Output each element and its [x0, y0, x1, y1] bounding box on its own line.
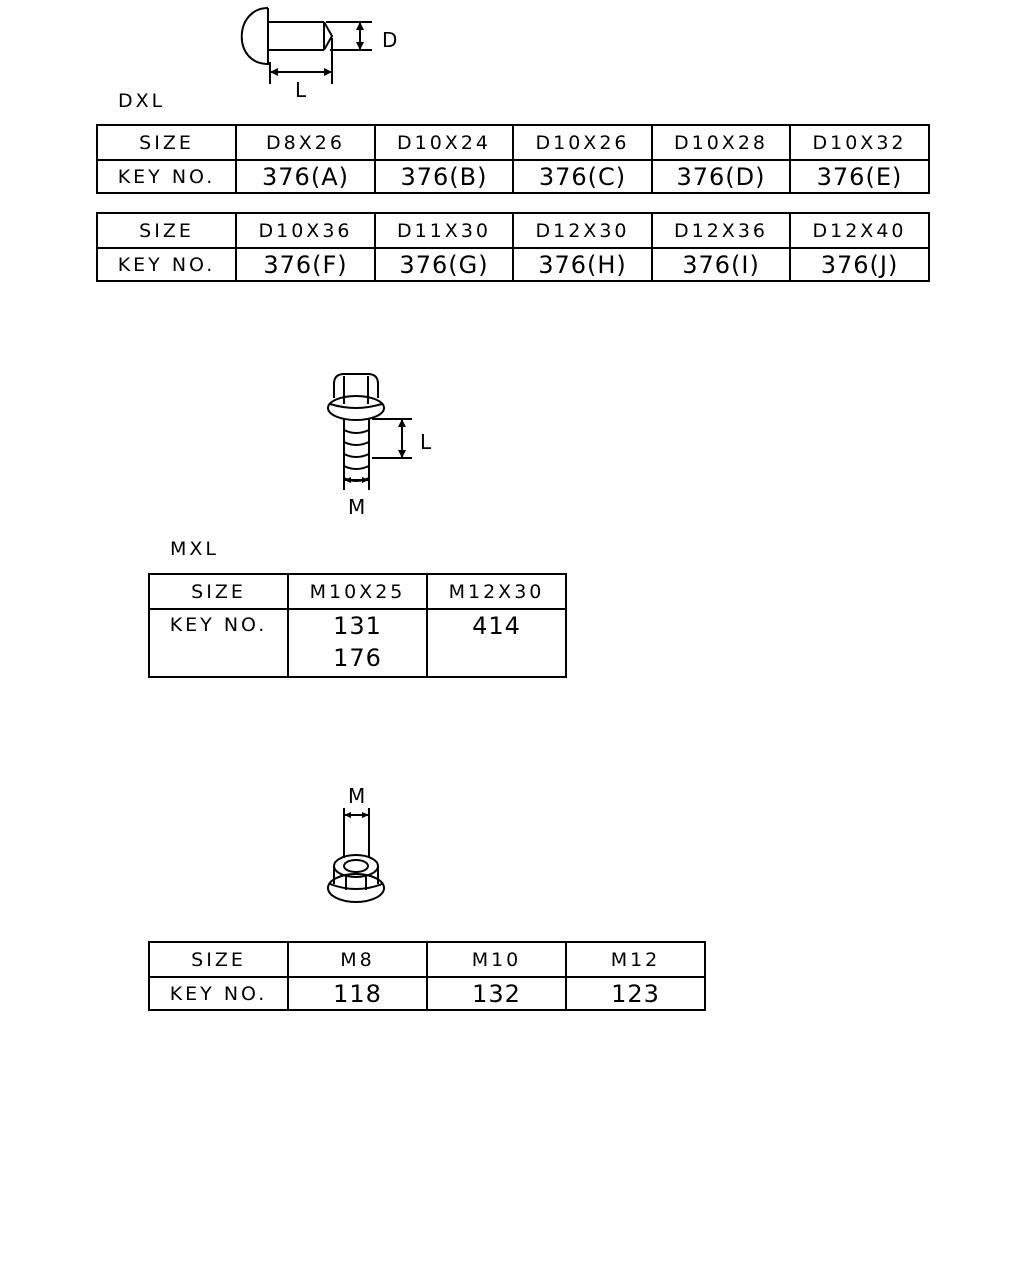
bolt-size-label: MXL — [170, 538, 219, 560]
size-header: SIZE — [149, 574, 288, 609]
size-cell: D10X36 — [236, 213, 375, 248]
key-no-cell: 376(E) — [790, 160, 929, 193]
key-no-cell: 118 — [288, 977, 427, 1010]
key-no-cell: 376(J) — [790, 248, 929, 281]
table-row — [149, 609, 566, 677]
size-cell: D10X28 — [652, 125, 790, 160]
key-no-header: KEY NO. — [97, 160, 236, 193]
key-no-header: KEY NO. — [97, 248, 236, 281]
table-row — [97, 213, 929, 248]
key-no-cell: 376(B) — [375, 160, 513, 193]
size-cell: D8X26 — [236, 125, 375, 160]
table-row — [149, 942, 705, 977]
flange-nut-drawing-icon — [0, 790, 1024, 910]
key-no-cell: 132 — [427, 977, 566, 1010]
key-no-cell: 376(G) — [375, 248, 513, 281]
size-cell: M10 — [427, 942, 566, 977]
nut-size-table — [148, 941, 706, 1011]
nut-dimension-m: M — [348, 784, 367, 808]
key-no-cell — [288, 609, 427, 677]
size-header: SIZE — [97, 213, 236, 248]
key-no-value: 176 — [333, 644, 382, 672]
size-cell: D12X40 — [790, 213, 929, 248]
key-no-cell — [427, 609, 566, 677]
key-no-cell: 123 — [566, 977, 705, 1010]
key-no-value: 414 — [472, 612, 521, 640]
key-no-cell: 376(I) — [652, 248, 790, 281]
rivet-dimension-d: D — [382, 28, 399, 52]
size-cell: M10X25 — [288, 574, 427, 609]
size-cell: D10X24 — [375, 125, 513, 160]
bolt-size-table — [148, 573, 567, 678]
size-cell: D10X26 — [513, 125, 652, 160]
bolt-dimension-m: M — [348, 495, 367, 519]
key-no-header: KEY NO. — [149, 977, 288, 1010]
size-cell: M12X30 — [427, 574, 566, 609]
size-cell: D12X36 — [652, 213, 790, 248]
size-cell: D12X30 — [513, 213, 652, 248]
table-row — [97, 248, 929, 281]
table-row — [97, 125, 929, 160]
table-row — [149, 574, 566, 609]
size-cell: M12 — [566, 942, 705, 977]
size-header: SIZE — [149, 942, 288, 977]
size-cell: D10X32 — [790, 125, 929, 160]
flange-bolt-drawing-icon — [0, 360, 1024, 510]
rivet-size-label: DXL — [118, 90, 166, 112]
table-row — [97, 160, 929, 193]
key-no-cell: 376(C) — [513, 160, 652, 193]
size-header: SIZE — [97, 125, 236, 160]
key-no-cell: 376(A) — [236, 160, 375, 193]
key-no-value: 131 — [333, 612, 382, 640]
bolt-dimension-l: L — [420, 430, 433, 454]
rivet-size-table-1 — [96, 124, 930, 194]
size-cell: D11X30 — [375, 213, 513, 248]
rivet-dimension-l: L — [295, 78, 308, 102]
key-no-cell: 376(D) — [652, 160, 790, 193]
table-row — [149, 977, 705, 1010]
key-no-header: KEY NO. — [149, 609, 288, 677]
key-no-cell: 376(F) — [236, 248, 375, 281]
size-cell: M8 — [288, 942, 427, 977]
rivet-size-table-2 — [96, 212, 930, 282]
key-no-cell: 376(H) — [513, 248, 652, 281]
